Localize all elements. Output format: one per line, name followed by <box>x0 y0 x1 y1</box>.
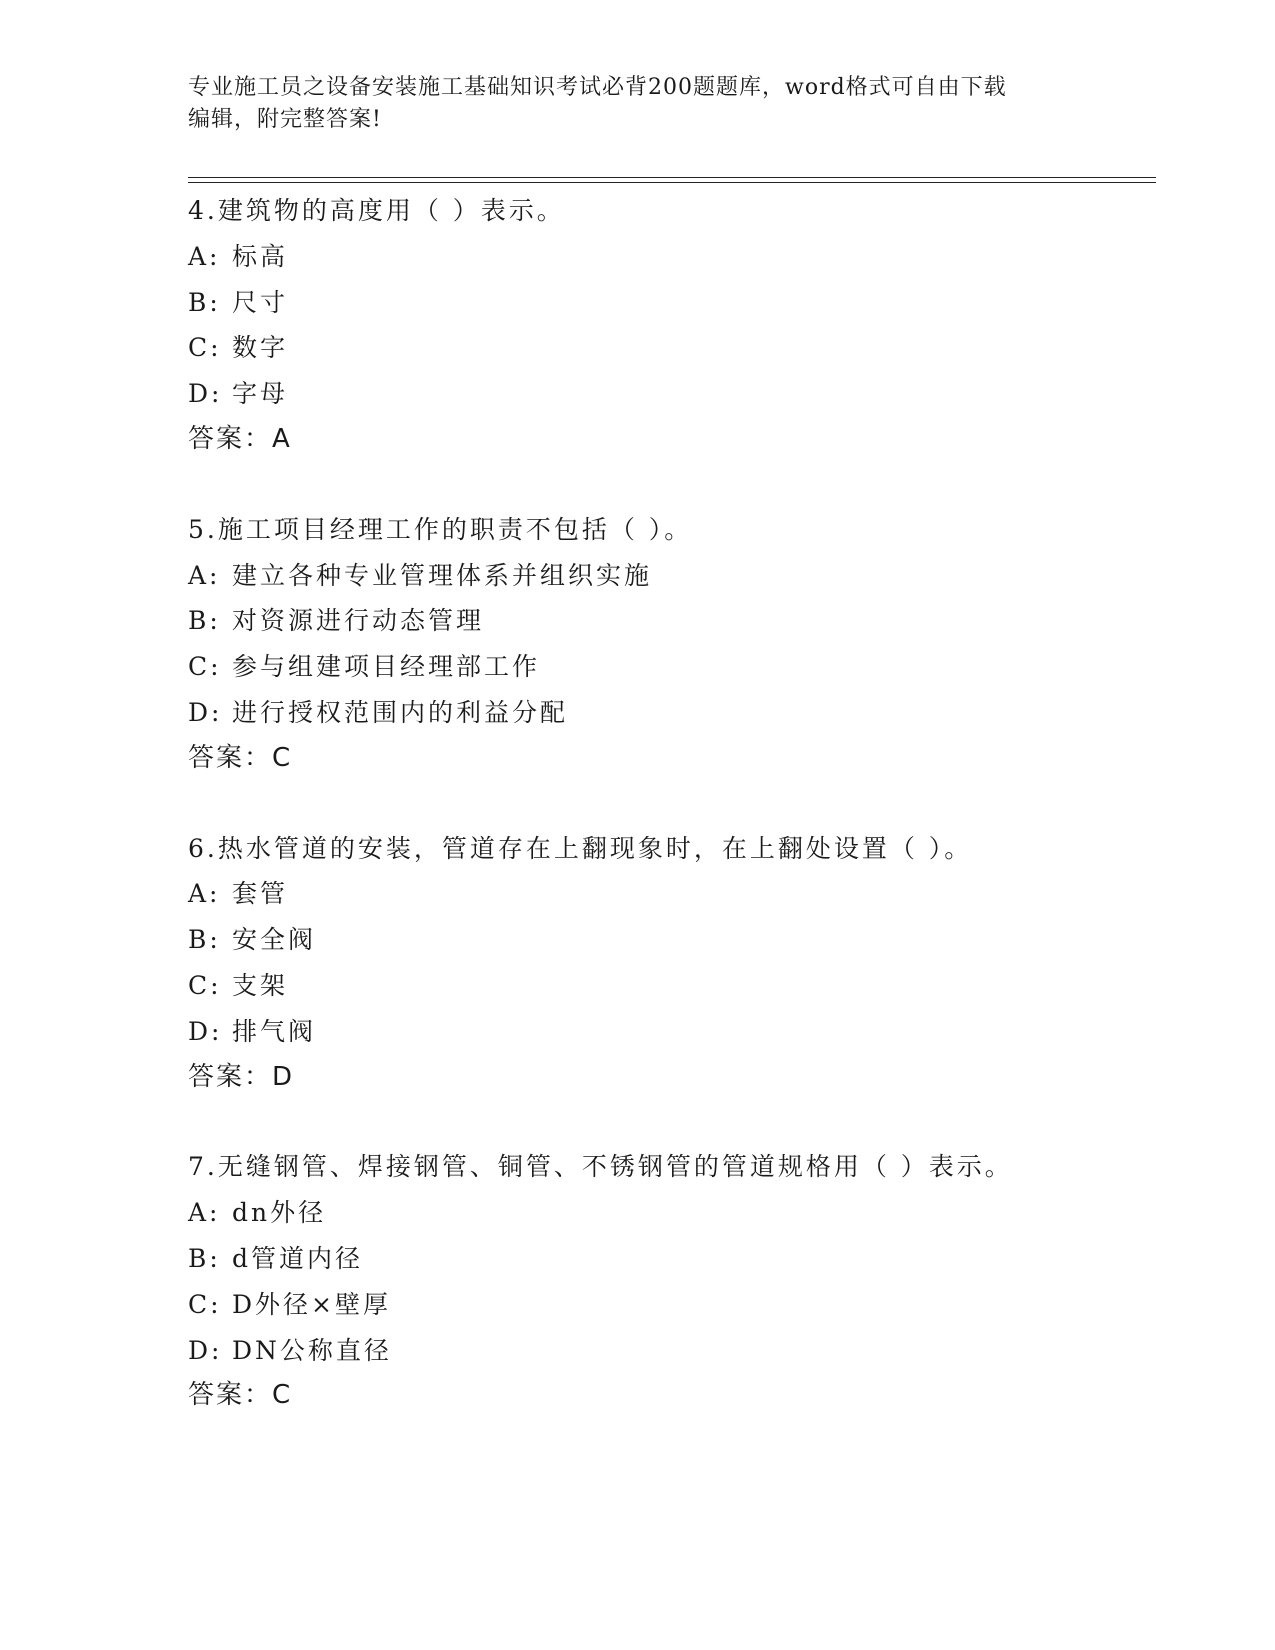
option-text: 套管 <box>232 879 289 909</box>
header-line-2: 编辑，附完整答案! <box>188 107 382 132</box>
option-key: C: <box>188 1289 222 1319</box>
option-c <box>188 1282 1156 1328</box>
option-key: B: <box>188 606 221 636</box>
header-divider-top <box>188 177 1156 178</box>
option-b <box>188 1236 1156 1282</box>
option-key: A: <box>188 1198 221 1228</box>
option-a <box>188 553 1156 599</box>
option-text: D外径×壁厚 <box>232 1289 391 1319</box>
question-6 <box>188 826 1156 1101</box>
document-header <box>188 72 1088 136</box>
option-d <box>188 1328 1156 1374</box>
option-key: D: <box>188 1335 223 1365</box>
option-c <box>188 325 1156 371</box>
option-text: 支架 <box>232 970 289 1000</box>
option-c <box>188 644 1156 690</box>
option-d <box>188 690 1156 736</box>
option-text: 标高 <box>232 241 289 271</box>
answer-line: 答案：D <box>188 1061 295 1092</box>
option-key: D: <box>188 697 223 727</box>
option-c <box>188 963 1156 1009</box>
option-key: A: <box>188 560 221 590</box>
question-5 <box>188 507 1156 782</box>
option-key: C: <box>188 652 222 682</box>
option-a <box>188 1190 1156 1236</box>
question-4 <box>188 188 1156 463</box>
option-d <box>188 371 1156 417</box>
option-a <box>188 234 1156 280</box>
option-text: 进行授权范围内的利益分配 <box>232 697 569 727</box>
option-b <box>188 598 1156 644</box>
option-key: A: <box>188 241 221 271</box>
option-key: D: <box>188 379 223 409</box>
question-stem: 7.无缝钢管、焊接钢管、铜管、不锈钢管的管道规格用（ ）表示。 <box>188 1152 1013 1182</box>
option-b <box>188 917 1156 963</box>
question-stem: 5.施工项目经理工作的职责不包括（ ）。 <box>188 514 693 544</box>
option-key: B: <box>188 925 221 955</box>
option-text: 尺寸 <box>232 287 289 317</box>
question-7 <box>188 1144 1156 1419</box>
option-key: C: <box>188 333 222 363</box>
answer-line: 答案：A <box>188 423 292 454</box>
option-text: 参与组建项目经理部工作 <box>232 652 541 682</box>
option-text: 字母 <box>232 379 289 409</box>
option-key: B: <box>188 287 221 317</box>
answer-line: 答案：C <box>188 742 293 773</box>
option-text: d管道内径 <box>232 1243 364 1273</box>
option-b <box>188 280 1156 326</box>
option-key: C: <box>188 970 222 1000</box>
option-text: 建立各种专业管理体系并组织实施 <box>232 560 653 590</box>
header-divider-bottom <box>188 182 1156 183</box>
answer-line: 答案：C <box>188 1380 293 1411</box>
option-a <box>188 871 1156 917</box>
option-key: B: <box>188 1243 221 1273</box>
option-key: D: <box>188 1016 223 1046</box>
header-line-1: 专业施工员之设备安装施工基础知识考试必背200题题库，word格式可自由下载 <box>188 75 1007 100</box>
option-text: 安全阀 <box>232 925 317 955</box>
option-text: 排气阀 <box>232 1016 317 1046</box>
option-key: A: <box>188 879 221 909</box>
option-text: dn外径 <box>232 1198 327 1228</box>
question-stem: 4.建筑物的高度用（ ）表示。 <box>188 196 565 225</box>
question-list <box>188 188 1156 1463</box>
option-text: DN公称直径 <box>232 1335 392 1365</box>
option-text: 数字 <box>232 333 289 363</box>
option-d <box>188 1009 1156 1055</box>
option-text: 对资源进行动态管理 <box>232 606 485 636</box>
question-stem: 6.热水管道的安装，管道存在上翻现象时，在上翻处设置（ ）。 <box>188 833 973 863</box>
